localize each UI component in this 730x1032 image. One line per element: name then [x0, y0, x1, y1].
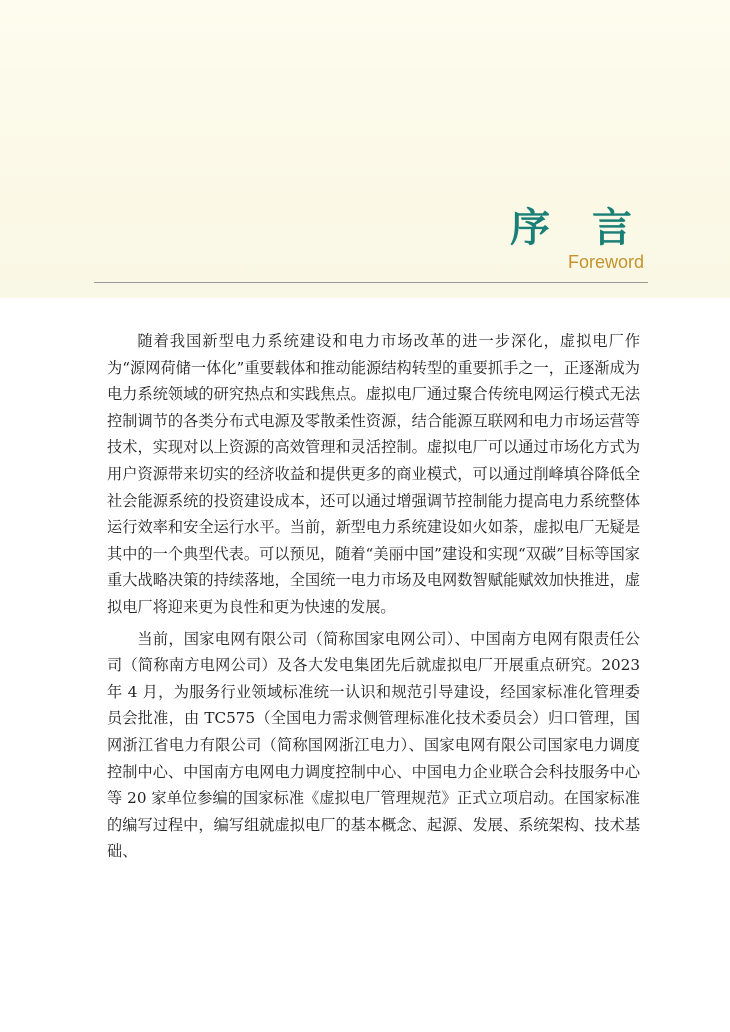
page-subtitle: Foreword	[567, 252, 644, 272]
paragraph: 当前，国家电网有限公司（简称国家电网公司）、中国南方电网有限责任公司（简称南方电网公司）及各大发电集团先后就虚拟电厂开展重点研究。2023 年 4 月，为服务行业领域标准统一认识和规范引导建设，经国家标准化管理委员会批准，由 TC575（全国电力需求侧管理标准化技术委员会）归口管理，国网浙江省电力有限公司（简称国网浙江电力）、国家电网有限公司国家电力调度控制中心、中国南方电网电力调度控制中心、中国电力企业联合会科技服务中心等 20 家单位参编的国家标准《虚拟电厂管理规范》正式立项启动。在国家标准的编写过程中，编写组就虚拟电厂的基本概念、起源、发展、系统架构、技术基础、	[107, 629, 640, 861]
body-text	[107, 328, 640, 870]
paragraph: 随着我国新型电力系统建设和电力市场改革的进一步深化，虚拟电厂作为“源网荷储一体化”重要载体和推动能源结构转型的重要抓手之一，正逐渐成为电力系统领域的研究热点和实践焦点。虚拟电厂通过聚合传统电网运行模式无法控制调节的各类分布式电源及零散柔性资源，结合能源互联网和电力市场运营等技术，实现对以上资源的高效管理和灵活控制。虚拟电厂可以通过市场化方式为用户资源带来切实的经济收益和提供更多的商业模式，可以通过削峰填谷降低全社会能源系统的投资建设成本，还可以通过增强调节控制能力提高电力系统整体运行效率和安全运行水平。当前，新型电力系统建设如火如荼，虚拟电厂无疑是其中的一个典型代表。可以预见，随着“美丽中国”建设和实现“双碳”目标等国家重大战略决策的持续落地，全国统一电力市场及电网数智赋能赋效加快推进，虚拟电厂将迎来更为良性和更为快速的发展。	[107, 332, 640, 616]
page-title: 序 言	[510, 205, 646, 251]
divider	[94, 282, 648, 283]
